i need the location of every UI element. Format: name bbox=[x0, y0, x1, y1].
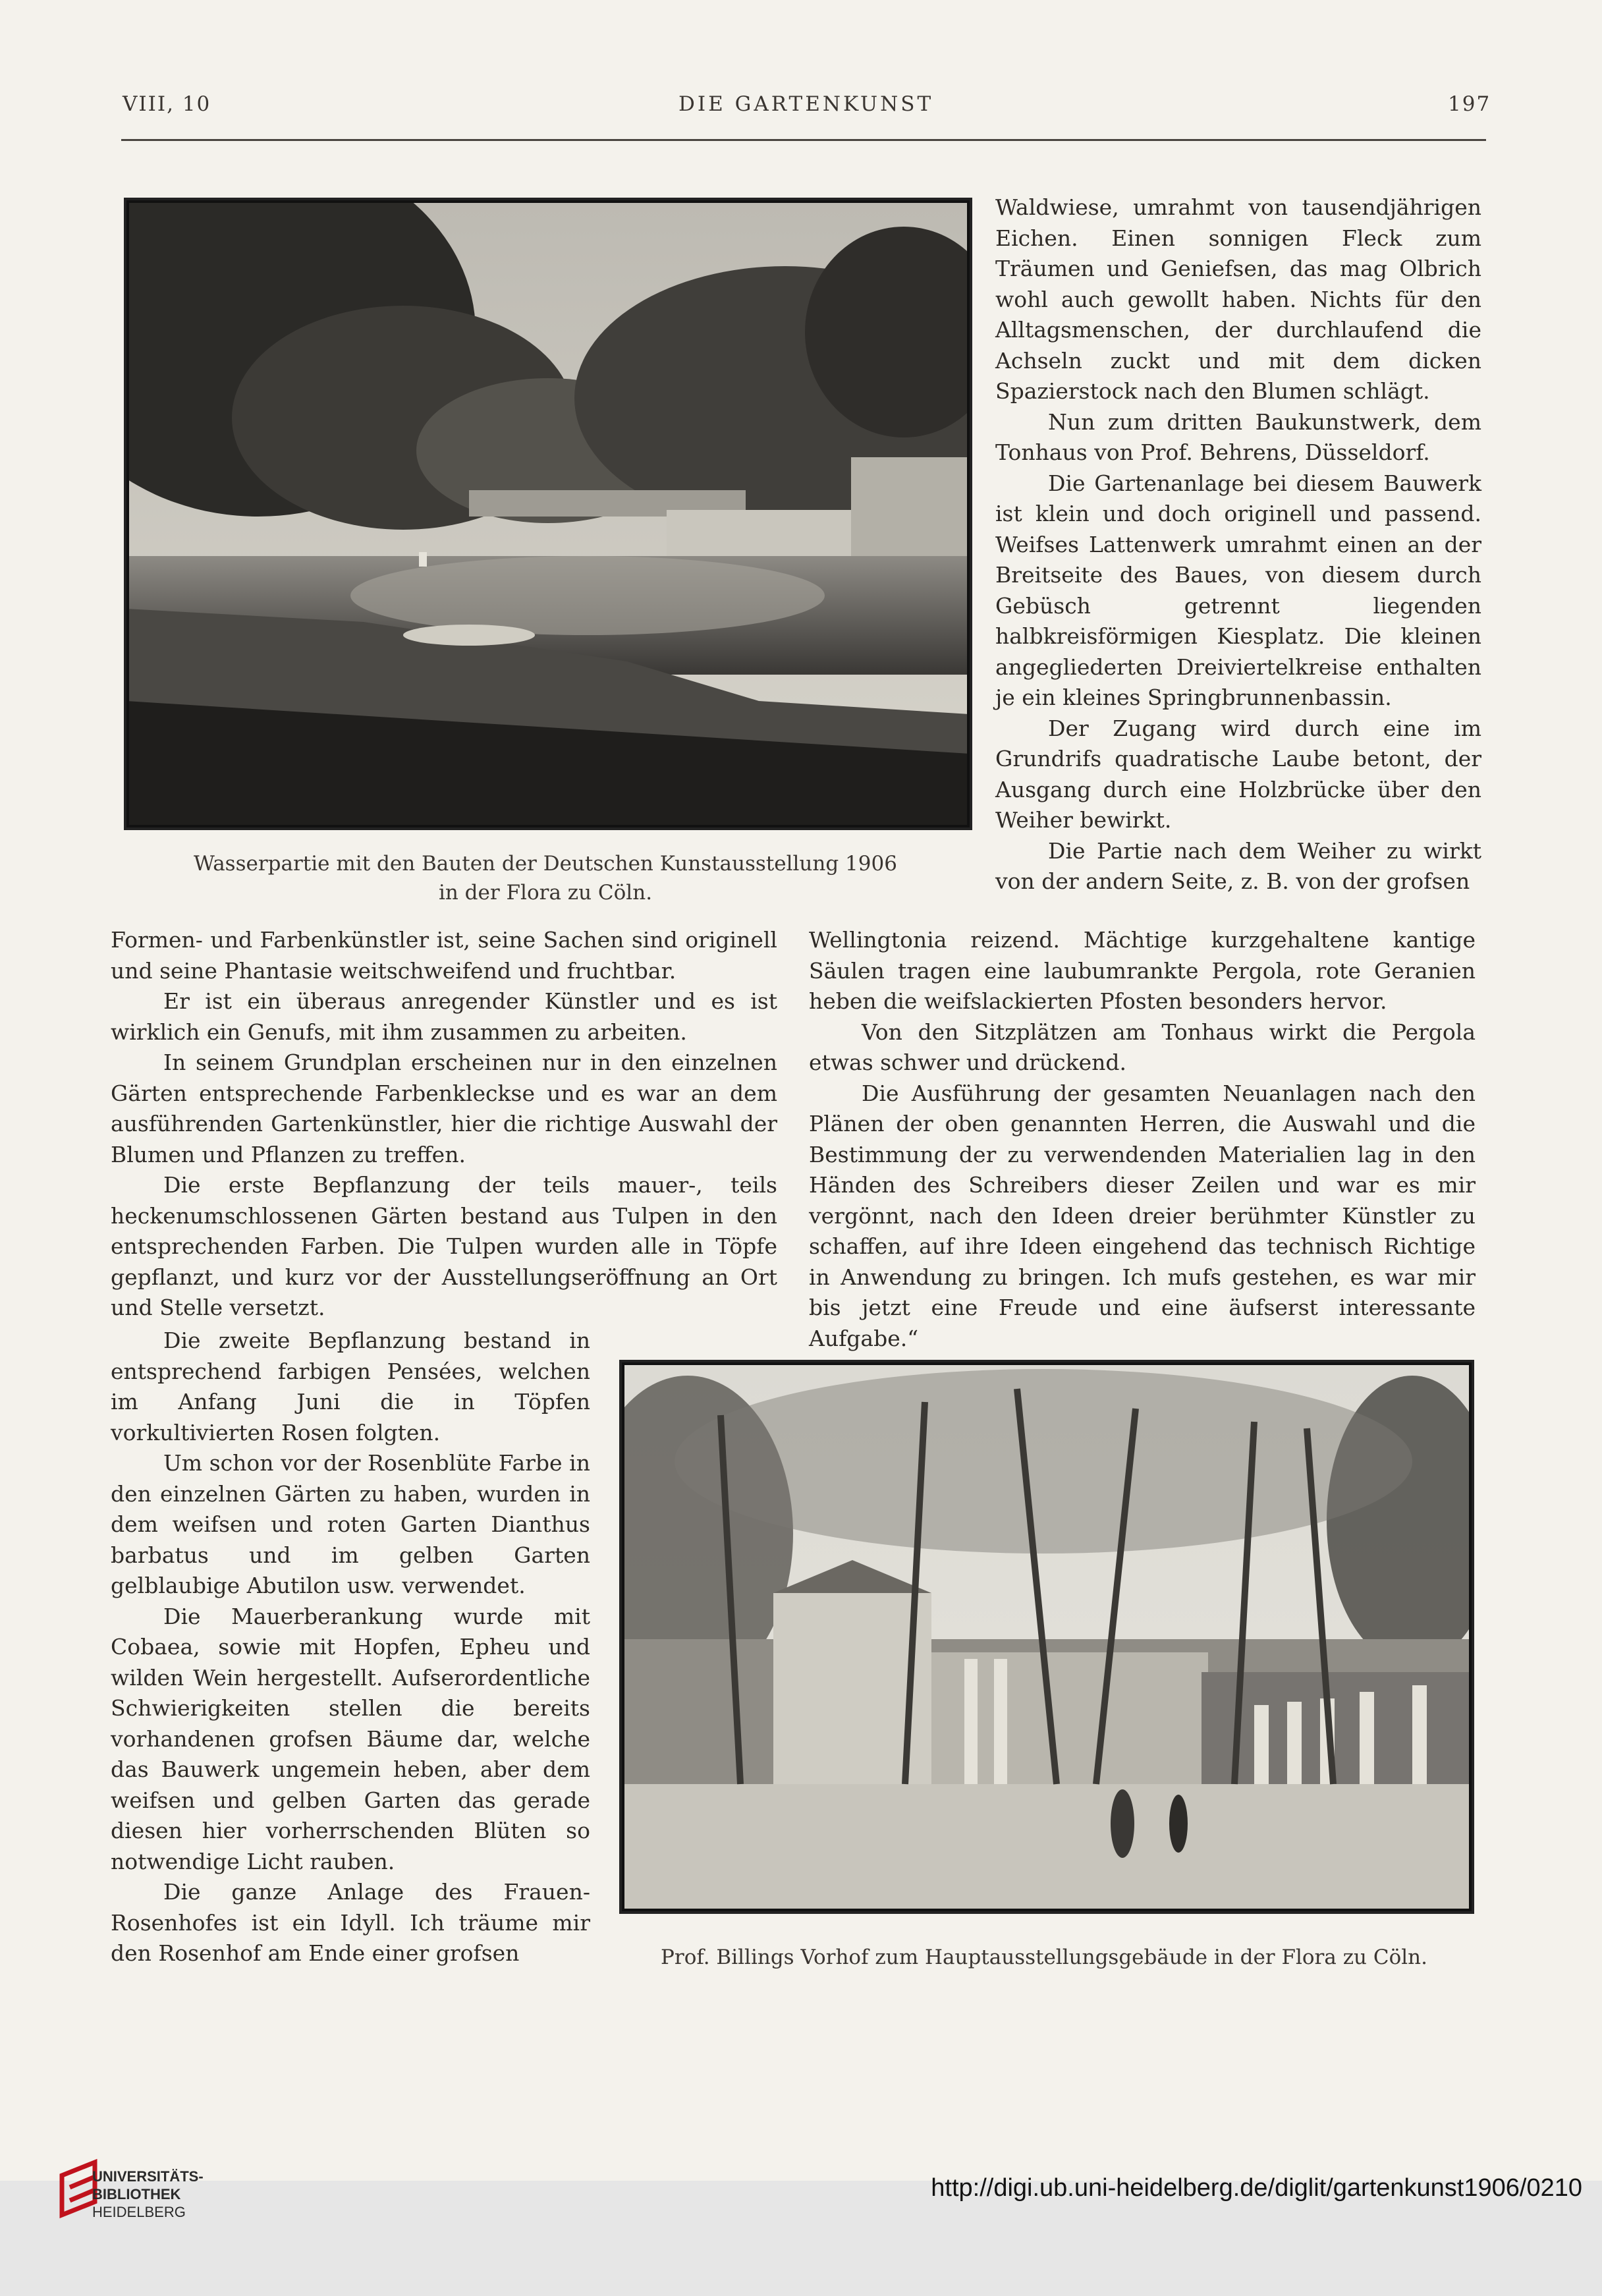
figure-courtyard-photo bbox=[619, 1360, 1474, 1914]
left-column-lower bbox=[111, 1326, 590, 1969]
paragraph: Die erste Bepflanzung der teils mauer-, teils heckenumschlossenen Gärten bestand aus Tulpen in den entsprechenden Farben. Die Tulpen wurden alle in Töpfe gepflanzt, und kurz vor der Ausstellungseröffnung an Ort und Stelle versetzt. bbox=[111, 1172, 777, 1320]
paragraph: Die ganze Anlage des Frauen-Rosenhofes ist ein Idyll. Ich träume mir den Rosenhof am Ende einer grofsen bbox=[111, 1879, 590, 1966]
header-rule bbox=[121, 139, 1486, 141]
paragraph: Die Partie nach dem Weiher zu wirkt von der andern Seite, z. B. von der grofsen bbox=[995, 837, 1481, 894]
figure-pond-photo bbox=[124, 198, 972, 830]
library-name-line1: UNIVERSITÄTS- bbox=[92, 2168, 204, 2185]
paragraph: Waldwiese, umrahmt von tausendjährigen Eichen. Einen sonnigen Fleck zum Träumen und Geniefsen, das mag Olbrich wohl auch gewollt haben. Nichts für den Alltagsmenschen, der durchlaufend die Achseln zuckt und mit dem dicken Spazierstock nach den Blumen schlägt. bbox=[995, 194, 1481, 404]
source-url[interactable]: http://digi.ub.uni-heidelberg.de/diglit/gartenkunst1906/0210 bbox=[931, 2174, 1582, 2202]
header-title: DIE GARTENKUNST bbox=[678, 92, 934, 116]
paragraph: Formen- und Farbenkünstler ist, seine Sachen sind originell und seine Phantasie weitschweifend und fruchtbar. bbox=[111, 927, 777, 984]
right-column-lower bbox=[809, 925, 1476, 1354]
paragraph: Er ist ein überaus anregender Künstler und es ist wirklich ein Genufs, mit ihm zusammen zu arbeiten. bbox=[111, 988, 777, 1045]
library-name bbox=[92, 2168, 204, 2221]
paragraph: Die Gartenanlage bei diesem Bauwerk ist klein und doch originell und passend. Weifses Lattenwerk umrahmt einen an der Breitseite des Baues, von diesem durch Gebüsch getrennt liegenden halbkreisförmigen Kiesplatz. Die kleinen angegliederten Dreiviertelkreise enthalten je ein kleines Springbrunnenbassin. bbox=[995, 470, 1481, 710]
paragraph: In seinem Grundplan erscheinen nur in den einzelnen Gärten entsprechende Farbenkleckse und es war an dem ausführenden Gartenkünstler, hier die richtige Auswahl der Blumen und Pflanzen zu treffen. bbox=[111, 1050, 777, 1167]
header-volume: VIII, 10 bbox=[123, 92, 211, 116]
paragraph: Die Mauerberankung wurde mit Cobaea, sowie mit Hopfen, Epheu und wilden Wein hergestellt. Aufserordentliche Schwierigkeiten stellen die bereits vorhandenen grofsen Bäume dar, welche das Bauwerk ungemein heben, aber dem weifsen und gelben Garten das gerade diesen hier vorherrschenden Blüten so notwendige Licht rauben. bbox=[111, 1603, 590, 1874]
right-column-upper bbox=[995, 192, 1481, 897]
paragraph: Wellingtonia reizend. Mächtige kurzgehaltene kantige Säulen tragen eine laubumrankte Pergola, rote Geranien heben die weifslackierten Pfosten besonders hervor. bbox=[809, 927, 1476, 1014]
library-name-line3: HEIDELBERG bbox=[92, 2204, 186, 2220]
header-page-number: 197 bbox=[1448, 92, 1491, 116]
library-name-line2: BIBLIOTHEK bbox=[92, 2186, 181, 2202]
figure-pond-caption-line2: in der Flora zu Cöln. bbox=[438, 881, 653, 905]
paragraph: Um schon vor der Rosenblüte Farbe in den einzelnen Gärten zu haben, wurden in dem weifsen und roten Garten Dianthus barbatus und im gelben Garten gelblaubige Abutilon usw. verwendet. bbox=[111, 1450, 590, 1598]
paragraph: Nun zum dritten Baukunstwerk, dem Tonhaus von Prof. Behrens, Düsseldorf. bbox=[995, 408, 1481, 465]
paragraph: Die Ausführung der gesamten Neuanlagen nach den Plänen der oben genannten Herren, die Auswahl und die Bestimmung der zu verwendenden Materialien lag in den Händen des Schreibers dieser Zeilen und war es mir vergönnt, nach den Ideen dreier berühmter Künstler zu schaffen, auf ihre Ideen eingehend das technisch Richtige in Anwendung zu bringen. Ich mufs gestehen, es war mir bis jetzt eine Freude und eine äufserst interessante Aufgabe.“ bbox=[809, 1080, 1476, 1351]
paragraph: Von den Sitzplätzen am Tonhaus wirkt die Pergola etwas schwer und drückend. bbox=[809, 1019, 1476, 1075]
figure-pond-caption-line1: Wasserpartie mit den Bauten der Deutschen Kunstausstellung 1906 bbox=[194, 852, 897, 876]
paragraph: Die zweite Bepflanzung bestand in entsprechend farbigen Pensées, welchen im Anfang Juni die in Töpfen vorkultivierten Rosen folgten. bbox=[111, 1328, 590, 1445]
figure-pond-caption bbox=[124, 849, 967, 907]
left-column-upper bbox=[111, 925, 777, 1324]
figure-courtyard-caption: Prof. Billings Vorhof zum Hauptausstellungsgebäude in der Flora zu Cöln. bbox=[661, 1946, 1427, 1969]
paragraph: Der Zugang wird durch eine im Grundrifs quadratische Laube betont, der Ausgang durch eine Holzbrücke über den Weiher bewirkt. bbox=[995, 715, 1481, 833]
